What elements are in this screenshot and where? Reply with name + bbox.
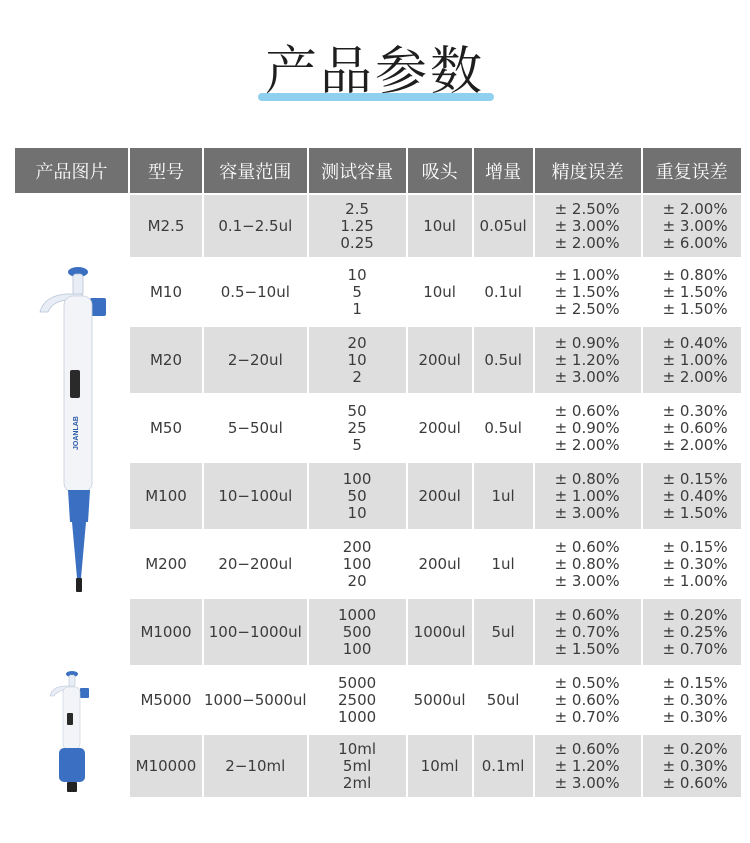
model-cell: M1000 bbox=[130, 599, 202, 665]
accuracy-value: ± 0.80% bbox=[554, 469, 620, 488]
accuracy-value: ± 0.60% bbox=[554, 739, 620, 758]
header-model: 型号 bbox=[130, 148, 202, 193]
accuracy-cell bbox=[535, 195, 641, 257]
accuracy-value: ± 0.90% bbox=[554, 333, 620, 352]
repeat-value: ± 1.00% bbox=[662, 350, 728, 369]
repeat-value: ± 6.00% bbox=[662, 233, 728, 252]
accuracy-cell bbox=[535, 531, 641, 597]
repeat-cell bbox=[643, 395, 741, 461]
test-volume-cell bbox=[309, 395, 406, 461]
repeat-value: ± 2.00% bbox=[662, 435, 728, 454]
test-value: 25 bbox=[347, 418, 367, 437]
test-value: 0.25 bbox=[340, 233, 374, 252]
increment-cell: 1ul bbox=[474, 463, 533, 529]
repeat-value: ± 0.80% bbox=[662, 265, 728, 284]
accuracy-value: ± 2.50% bbox=[554, 199, 620, 218]
tip-cell: 200ul bbox=[408, 463, 472, 529]
repeat-value: ± 0.30% bbox=[662, 690, 728, 709]
test-volume-cell bbox=[309, 259, 406, 325]
pipette-image-cell-small bbox=[15, 667, 128, 797]
repeat-value: ± 2.00% bbox=[662, 199, 728, 218]
brand-label: JOANLAB bbox=[72, 416, 80, 450]
header-tip: 吸头 bbox=[408, 148, 472, 193]
test-volume-cell bbox=[309, 667, 406, 733]
tip-cell: 10ml bbox=[408, 735, 472, 797]
repeat-value: ± 0.60% bbox=[662, 418, 728, 437]
repeat-cell bbox=[643, 327, 741, 393]
repeat-value: ± 1.50% bbox=[662, 503, 728, 522]
test-value: 1000 bbox=[338, 605, 377, 624]
repeat-cell bbox=[643, 667, 741, 733]
repeat-value: ± 0.30% bbox=[662, 554, 728, 573]
test-value: 50 bbox=[347, 401, 367, 420]
accuracy-value: ± 0.50% bbox=[554, 673, 620, 692]
increment-cell: 0.1ml bbox=[474, 735, 533, 797]
accuracy-value: ± 2.50% bbox=[554, 299, 620, 318]
repeat-value: ± 0.15% bbox=[662, 469, 728, 488]
accuracy-value: ± 3.00% bbox=[554, 216, 620, 235]
accuracy-cell bbox=[535, 259, 641, 325]
repeat-value: ± 0.70% bbox=[662, 639, 728, 658]
accuracy-value: ± 3.00% bbox=[554, 367, 620, 386]
accuracy-value: ± 1.20% bbox=[554, 350, 620, 369]
accuracy-value: ± 3.00% bbox=[554, 571, 620, 590]
accuracy-cell bbox=[535, 463, 641, 529]
test-value: 5000 bbox=[338, 673, 377, 692]
accuracy-value: ± 0.60% bbox=[554, 401, 620, 420]
header-accuracy: 精度误差 bbox=[535, 148, 641, 193]
accuracy-value: ± 2.00% bbox=[554, 233, 620, 252]
tip-cell: 10ul bbox=[408, 195, 472, 257]
accuracy-cell bbox=[535, 599, 641, 665]
header-test-volume: 测试容量 bbox=[309, 148, 406, 193]
test-volume-cell bbox=[309, 531, 406, 597]
test-value: 2 bbox=[352, 367, 362, 386]
increment-cell: 0.5ul bbox=[474, 395, 533, 461]
tip-cell: 10ul bbox=[408, 259, 472, 325]
accuracy-value: ± 0.90% bbox=[554, 418, 620, 437]
test-value: 10 bbox=[347, 503, 367, 522]
model-cell: M5000 bbox=[130, 667, 202, 733]
repeat-value: ± 1.50% bbox=[662, 282, 728, 301]
test-value: 100 bbox=[342, 554, 372, 573]
test-value: 10 bbox=[347, 265, 367, 284]
repeat-cell bbox=[643, 735, 741, 797]
repeat-value: ± 1.00% bbox=[662, 571, 728, 590]
model-cell: M100 bbox=[130, 463, 202, 529]
accuracy-value: ± 1.00% bbox=[554, 486, 620, 505]
increment-cell: 0.05ul bbox=[474, 195, 533, 257]
accuracy-value: ± 0.80% bbox=[554, 554, 620, 573]
repeat-value: ± 0.40% bbox=[662, 333, 728, 352]
accuracy-value: ± 3.00% bbox=[554, 503, 620, 522]
tip-cell: 200ul bbox=[408, 531, 472, 597]
accuracy-value: ± 1.50% bbox=[554, 282, 620, 301]
accuracy-value: ± 1.20% bbox=[554, 756, 620, 775]
range-cell: 0.5−10ul bbox=[204, 259, 307, 325]
repeat-value: ± 0.30% bbox=[662, 707, 728, 726]
test-value: 2500 bbox=[338, 690, 377, 709]
accuracy-cell bbox=[535, 395, 641, 461]
test-value: 1 bbox=[352, 299, 362, 318]
pipette-small-icon bbox=[42, 668, 102, 796]
model-cell: M10 bbox=[130, 259, 202, 325]
repeat-value: ± 0.60% bbox=[662, 773, 728, 792]
range-cell: 20−200ul bbox=[204, 531, 307, 597]
page-title: 产品参数 bbox=[264, 42, 485, 102]
test-value: 5 bbox=[352, 435, 362, 454]
range-cell: 10−100ul bbox=[204, 463, 307, 529]
test-value: 5 bbox=[352, 282, 362, 301]
test-volume-cell bbox=[309, 735, 406, 797]
test-value: 1000 bbox=[338, 707, 377, 726]
test-value: 1.25 bbox=[340, 216, 374, 235]
test-value: 20 bbox=[347, 571, 367, 590]
spec-table bbox=[13, 146, 743, 799]
repeat-value: ± 1.50% bbox=[662, 299, 728, 318]
table-row bbox=[15, 667, 741, 733]
test-volume-cell bbox=[309, 327, 406, 393]
test-value: 500 bbox=[342, 622, 372, 641]
table-row bbox=[15, 195, 741, 257]
model-cell: M20 bbox=[130, 327, 202, 393]
test-value: 20 bbox=[347, 333, 367, 352]
test-value: 50 bbox=[347, 486, 367, 505]
range-cell: 2−20ul bbox=[204, 327, 307, 393]
accuracy-value: ± 0.60% bbox=[554, 605, 620, 624]
tip-cell: 5000ul bbox=[408, 667, 472, 733]
increment-cell: 5ul bbox=[474, 599, 533, 665]
repeat-value: ± 2.00% bbox=[662, 367, 728, 386]
accuracy-cell bbox=[535, 735, 641, 797]
increment-cell: 0.5ul bbox=[474, 327, 533, 393]
repeat-value: ± 0.20% bbox=[662, 739, 728, 758]
repeat-cell bbox=[643, 463, 741, 529]
increment-cell: 1ul bbox=[474, 531, 533, 597]
test-value: 2ml bbox=[342, 773, 372, 792]
accuracy-value: ± 2.00% bbox=[554, 435, 620, 454]
range-cell: 5−50ul bbox=[204, 395, 307, 461]
repeat-cell bbox=[643, 195, 741, 257]
accuracy-cell bbox=[535, 667, 641, 733]
test-volume-cell bbox=[309, 195, 406, 257]
repeat-cell bbox=[643, 531, 741, 597]
repeat-cell bbox=[643, 259, 741, 325]
model-cell: M200 bbox=[130, 531, 202, 597]
repeat-value: ± 0.20% bbox=[662, 605, 728, 624]
repeat-value: ± 0.15% bbox=[662, 537, 728, 556]
test-volume-cell bbox=[309, 463, 406, 529]
test-value: 200 bbox=[342, 537, 372, 556]
accuracy-value: ± 0.70% bbox=[554, 622, 620, 641]
model-cell: M50 bbox=[130, 395, 202, 461]
tip-cell: 200ul bbox=[408, 395, 472, 461]
accuracy-value: ± 0.60% bbox=[554, 690, 620, 709]
header-increment: 增量 bbox=[474, 148, 533, 193]
accuracy-value: ± 0.60% bbox=[554, 537, 620, 556]
test-volume-cell bbox=[309, 599, 406, 665]
header-repeatability: 重复误差 bbox=[643, 148, 741, 193]
accuracy-value: ± 3.00% bbox=[554, 773, 620, 792]
accuracy-value: ± 1.00% bbox=[554, 265, 620, 284]
repeat-cell bbox=[643, 599, 741, 665]
increment-cell: 0.1ul bbox=[474, 259, 533, 325]
repeat-value: ± 0.30% bbox=[662, 401, 728, 420]
header-row bbox=[15, 148, 741, 193]
test-value: 100 bbox=[342, 469, 372, 488]
test-value: 10 bbox=[347, 350, 367, 369]
repeat-value: ± 0.15% bbox=[662, 673, 728, 692]
tip-cell: 1000ul bbox=[408, 599, 472, 665]
header-range: 容量范围 bbox=[204, 148, 307, 193]
test-value: 10ml bbox=[338, 739, 377, 758]
increment-cell: 50ul bbox=[474, 667, 533, 733]
pipette-large-icon bbox=[32, 260, 112, 600]
model-cell: M2.5 bbox=[130, 195, 202, 257]
header-image: 产品图片 bbox=[15, 148, 128, 193]
test-value: 2.5 bbox=[345, 199, 370, 218]
range-cell: 100−1000ul bbox=[204, 599, 307, 665]
accuracy-value: ± 1.50% bbox=[554, 639, 620, 658]
repeat-value: ± 0.30% bbox=[662, 756, 728, 775]
tip-cell: 200ul bbox=[408, 327, 472, 393]
range-cell: 0.1−2.5ul bbox=[204, 195, 307, 257]
repeat-value: ± 0.25% bbox=[662, 622, 728, 641]
range-cell: 2−10ml bbox=[204, 735, 307, 797]
test-value: 5ml bbox=[342, 756, 372, 775]
pipette-image-cell-large bbox=[15, 195, 128, 665]
range-cell: 1000−5000ul bbox=[204, 667, 307, 733]
accuracy-cell bbox=[535, 327, 641, 393]
repeat-value: ± 0.40% bbox=[662, 486, 728, 505]
model-cell: M10000 bbox=[130, 735, 202, 797]
repeat-value: ± 3.00% bbox=[662, 216, 728, 235]
title-wrap bbox=[0, 36, 750, 108]
accuracy-value: ± 0.70% bbox=[554, 707, 620, 726]
test-value: 100 bbox=[342, 639, 372, 658]
